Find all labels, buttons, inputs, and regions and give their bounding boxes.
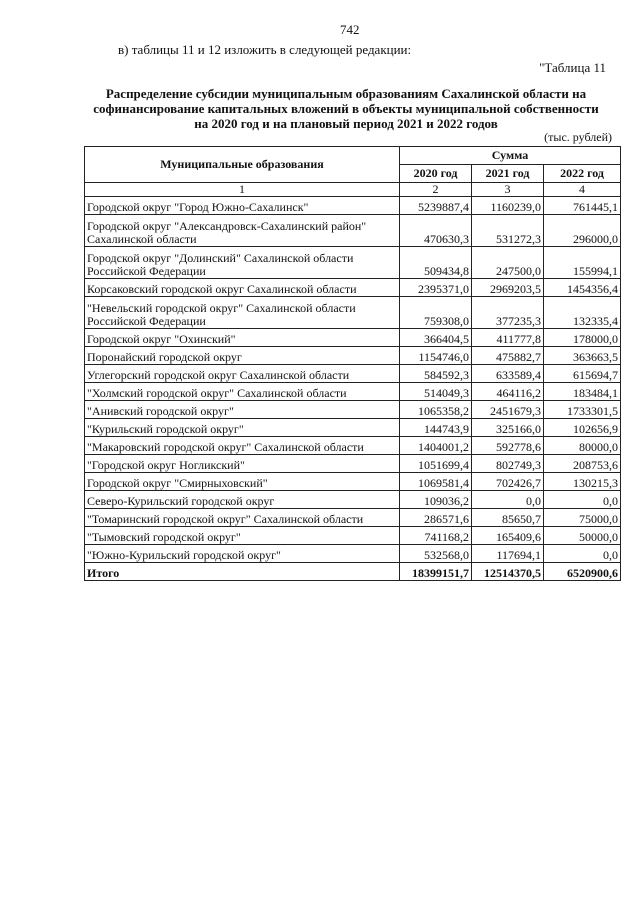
value-2021: 165409,6: [472, 527, 544, 545]
value-2022: 761445,1: [544, 197, 621, 215]
value-2021: 702426,7: [472, 473, 544, 491]
value-2022: 75000,0: [544, 509, 621, 527]
table-row: [85, 509, 621, 527]
value-2022: 296000,0: [544, 215, 621, 247]
value-2021: 247500,0: [472, 247, 544, 279]
value-2022: 0,0: [544, 545, 621, 563]
table-row: [85, 473, 621, 491]
table-row: [85, 279, 621, 297]
table-row: [85, 215, 621, 247]
value-2022: 178000,0: [544, 329, 621, 347]
value-2022: 208753,6: [544, 455, 621, 473]
table-row: [85, 329, 621, 347]
value-2020: 109036,2: [400, 491, 472, 509]
value-2020: 514049,3: [400, 383, 472, 401]
value-2020: 366404,5: [400, 329, 472, 347]
table-row: [85, 491, 621, 509]
municipality-name: "Макаровский городской округ" Сахалинской области: [85, 437, 400, 455]
column-index: 1: [85, 183, 400, 197]
municipality-name: Северо-Курильский городской округ: [85, 491, 400, 509]
value-2022: 363663,5: [544, 347, 621, 365]
value-2020: 759308,0: [400, 297, 472, 329]
value-2021: 531272,3: [472, 215, 544, 247]
municipality-name: "Южно-Курильский городской округ": [85, 545, 400, 563]
header-municipalities: Муниципальные образования: [85, 147, 400, 183]
value-2022: 0,0: [544, 491, 621, 509]
value-2022: 615694,7: [544, 365, 621, 383]
total-2021: 12514370,5: [472, 563, 544, 581]
table-row: [85, 455, 621, 473]
subsidy-table: [84, 146, 621, 581]
value-2021: 85650,7: [472, 509, 544, 527]
value-2021: 1160239,0: [472, 197, 544, 215]
table-label: "Таблица 11: [539, 60, 606, 75]
value-2021: 2451679,3: [472, 401, 544, 419]
value-2022: 155994,1: [544, 247, 621, 279]
value-2020: 532568,0: [400, 545, 472, 563]
municipality-name: "Томаринский городской округ" Сахалинской области: [85, 509, 400, 527]
value-2021: 475882,7: [472, 347, 544, 365]
value-2022: 50000,0: [544, 527, 621, 545]
value-2022: 132335,4: [544, 297, 621, 329]
table-row: [85, 419, 621, 437]
value-2020: 5239887,4: [400, 197, 472, 215]
municipality-name: Городской округ "Долинский" Сахалинской области Российской Федерации: [85, 247, 400, 279]
table-row: [85, 527, 621, 545]
value-2021: 0,0: [472, 491, 544, 509]
municipality-name: "Курильский городской округ": [85, 419, 400, 437]
value-2021: 325166,0: [472, 419, 544, 437]
table-row: [85, 297, 621, 329]
table-title: Распределение субсидии муниципальным образованиям Сахалинской области на софинансирование капитальных вложений в объекты муниципальной собственности на 2020 год и на плановый период 2021 и 2022 годов: [93, 86, 599, 131]
value-2021: 411777,8: [472, 329, 544, 347]
value-2021: 592778,6: [472, 437, 544, 455]
value-2021: 633589,4: [472, 365, 544, 383]
municipality-name: Городской округ "Смирныховский": [85, 473, 400, 491]
value-2020: 584592,3: [400, 365, 472, 383]
page-number: 742: [340, 22, 360, 37]
value-2022: 183484,1: [544, 383, 621, 401]
value-2021: 2969203,5: [472, 279, 544, 297]
header-2021: 2021 год: [472, 165, 544, 183]
total-2020: 18399151,7: [400, 563, 472, 581]
value-2021: 117694,1: [472, 545, 544, 563]
value-2020: 1051699,4: [400, 455, 472, 473]
intro-text: в) таблицы 11 и 12 изложить в следующей редакции:: [118, 42, 412, 57]
value-2020: 2395371,0: [400, 279, 472, 297]
value-2022: 80000,0: [544, 437, 621, 455]
value-2020: 144743,9: [400, 419, 472, 437]
total-label: Итого: [85, 563, 400, 581]
municipality-name: "Невельский городской округ" Сахалинской области Российской Федерации: [85, 297, 400, 329]
total-row: [85, 563, 621, 581]
value-2022: 130215,3: [544, 473, 621, 491]
municipality-name: Углегорский городской округ Сахалинской области: [85, 365, 400, 383]
value-2020: 470630,3: [400, 215, 472, 247]
value-2020: 1404001,2: [400, 437, 472, 455]
municipality-name: Городской округ "Александровск-Сахалинский район" Сахалинской области: [85, 215, 400, 247]
value-2020: 286571,6: [400, 509, 472, 527]
table-row: [85, 401, 621, 419]
table-row: [85, 365, 621, 383]
header-2022: 2022 год: [544, 165, 621, 183]
unit-label: (тыс. рублей): [544, 130, 612, 144]
value-2022: 1454356,4: [544, 279, 621, 297]
municipality-name: Городской округ "Город Южно-Сахалинск": [85, 197, 400, 215]
municipality-name: "Анивский городской округ": [85, 401, 400, 419]
municipality-name: "Холмский городской округ" Сахалинской области: [85, 383, 400, 401]
value-2021: 464116,2: [472, 383, 544, 401]
value-2020: 741168,2: [400, 527, 472, 545]
table-row: [85, 197, 621, 215]
municipality-name: Городской округ "Охинский": [85, 329, 400, 347]
column-index: 4: [544, 183, 621, 197]
municipality-name: "Тымовский городской округ": [85, 527, 400, 545]
value-2020: 1065358,2: [400, 401, 472, 419]
table-row: [85, 347, 621, 365]
header-2020: 2020 год: [400, 165, 472, 183]
value-2022: 1733301,5: [544, 401, 621, 419]
table-row: [85, 437, 621, 455]
value-2022: 102656,9: [544, 419, 621, 437]
table-row: [85, 383, 621, 401]
total-2022: 6520900,6: [544, 563, 621, 581]
value-2021: 377235,3: [472, 297, 544, 329]
value-2020: 1154746,0: [400, 347, 472, 365]
municipality-name: Поронайский городской округ: [85, 347, 400, 365]
table-row: [85, 545, 621, 563]
value-2020: 1069581,4: [400, 473, 472, 491]
municipality-name: Корсаковский городской округ Сахалинской области: [85, 279, 400, 297]
column-index: 2: [400, 183, 472, 197]
header-sum: Сумма: [400, 147, 621, 165]
municipality-name: "Городской округ Ногликский": [85, 455, 400, 473]
value-2020: 509434,8: [400, 247, 472, 279]
column-index: 3: [472, 183, 544, 197]
table-row: [85, 247, 621, 279]
value-2021: 802749,3: [472, 455, 544, 473]
